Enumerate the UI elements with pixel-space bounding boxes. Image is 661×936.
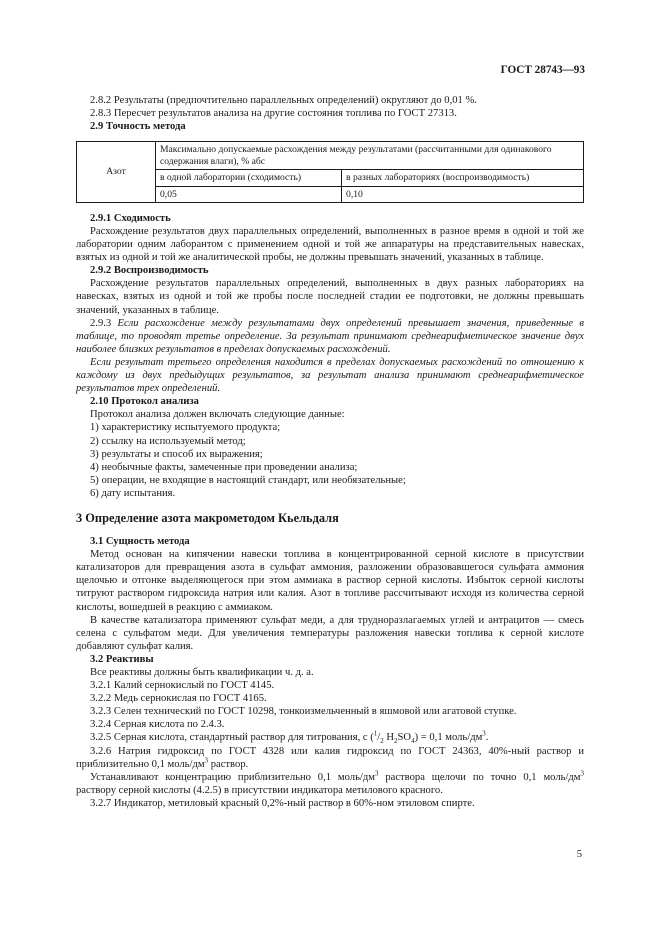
page-number: 5 <box>576 849 582 860</box>
clause-number: 2.9.3 <box>90 317 112 329</box>
text-run: 2 <box>380 737 384 746</box>
paragraph-2-9-1: Расхождение результатов двух параллельных определений, выполненных в разное время в одной и той же лаборатории одним лаборантом с применением одной и той же аппаратуры на представительных навесках, взятых из одной и той же аналитической пробы, не должны превышать значений, указанных в таблице. <box>76 226 584 264</box>
list-item: 3) результаты и способ их выражения; <box>90 448 263 460</box>
text-run: / <box>377 732 381 744</box>
paragraph-3-2-5 <box>76 731 584 744</box>
paragraph-2-9-3-cont: Если результат третьего определения находится в пределах допускаемых расхождений по отношению к каждому из двух предыдущих результатов, за результат анализа принимают среднеарифметическое результатов трех определений. <box>76 356 584 395</box>
accuracy-table <box>76 141 584 203</box>
text-run: 2 <box>394 737 398 746</box>
document-body <box>76 94 584 810</box>
table-value-reproducibility: 0,10 <box>342 186 584 202</box>
paragraph-3-2-2: 3.2.2 Медь сернокислая по ГОСТ 4165. <box>90 693 267 705</box>
paragraph-3-2-1: 3.2.1 Калий сернокислый по ГОСТ 4145. <box>90 680 275 692</box>
text-run: 4 <box>411 737 415 746</box>
clause-text: Если расхождение между результатами двух определений превышает значения, приведенные в таблице, то проводят третье определение. За результат принимают среднеарифметическое значение двух наиболее близких результатов в пределах допускаемых расхождений. <box>76 317 584 355</box>
heading-2-10: 2.10 Протокол анализа <box>90 396 199 408</box>
text-run: 3 <box>204 756 209 765</box>
text-run: ) = 0,1 моль/дм <box>414 732 483 744</box>
paragraph-2-9-3 <box>76 317 584 356</box>
list-item: 6) дату испытания. <box>90 487 176 499</box>
paragraph-2-10-intro: Протокол анализа должен включать следующие данные: <box>90 409 345 421</box>
text-run: раствора щелочи по точно 0,1 моль/дм <box>378 771 581 783</box>
document-header: ГОСТ 28743—93 <box>500 64 585 76</box>
list-item: 1) характеристику испытуемого продукта; <box>90 422 281 434</box>
heading-2-9: 2.9 Точность метода <box>90 121 186 133</box>
list-item: 5) операции, не входящие в настоящий стандарт, или необязательные; <box>90 474 406 486</box>
text-run: . <box>485 732 489 744</box>
heading-2-9-1: 2.9.1 Сходимость <box>90 212 171 224</box>
text-run: 3 <box>482 729 486 738</box>
text-run: раствор. <box>208 758 249 770</box>
heading-3-2: 3.2 Реактивы <box>90 653 154 665</box>
text-run: Устанавливают концентрацию приблизительно 0,1 моль/дм <box>90 771 375 783</box>
heading-2-9-2: 2.9.2 Воспроизводимость <box>90 265 209 277</box>
list-item: 4) необычные факты, замеченные при проведении анализа; <box>90 461 358 473</box>
paragraph-3-2-7: 3.2.7 Индикатор, метиловый красный 0,2%-ный раствор в 60%-ном этиловом спирте. <box>90 797 475 809</box>
table-col-repeatability: в одной лаборатории (сходимость) <box>156 170 342 186</box>
text-run: раствору серной кислоты (4.2.5) в присутствии индикатора метилового красного. <box>76 784 443 796</box>
paragraph-2-8-2: 2.8.2 Результаты (предпочтительно параллельных определений) округляют до 0,01 %. <box>90 95 477 106</box>
paragraph-3-1-cont: В качестве катализатора применяют сульфат меди, а для трудноразлагаемых углей и антрацитов — смесь селена с сульфатом меди. Для увеличения температуры разложения навески топлива к серной кислоте добавляют сульфат калия. <box>76 614 584 652</box>
heading-3-1: 3.1 Сущность метода <box>90 536 190 548</box>
paragraph-2-8-3: 2.8.3 Пересчет результатов анализа на другие состояния топлива по ГОСТ 27313. <box>90 108 457 120</box>
text-run: 3.2.6 Натрия гидроксид по ГОСТ 4328 или калия гидроксид по ГОСТ 24363, 40%-ный раствор и приблизительно 0,1 моль/дм <box>76 745 584 770</box>
text-run: 3 <box>580 769 584 778</box>
text-run: SO <box>397 732 412 744</box>
paragraph-2-9-2: Расхождение результатов параллельных определений, выполненных в двух разных лабораториях на навесках, взятых из одной и той же пробы после последней стадии ее подготовки, не должны превышать значений, указанных в таблице. <box>76 278 584 316</box>
paragraph-3-2-3: 3.2.3 Селен технический по ГОСТ 10298, тонкоизмельченный в яшмовой или агатовой ступке. <box>90 706 517 718</box>
paragraph-3-1: Метод основан на кипячении навески топлива в концентрированной серной кислоте в присутствии катализаторов для превращения азота в сульфат аммония, разложении образовавшегося сульфата аммония щелочью и отгонке выделяющегося при этом аммиака в раствор серной кислоты. Избыток серной кислоты титруют раствором гидроксида натрия или калия. Азот в топливе рассчитывают исходя из количества серной кислоты, вошедшей в реакцию с аммиаком. <box>76 549 584 613</box>
table-row-label: Азот <box>77 142 156 203</box>
paragraph-3-2-6 <box>76 745 584 771</box>
paragraph-3-2-4: 3.2.4 Серная кислота по 2.4.3. <box>90 719 225 731</box>
paragraph-3-2-intro: Все реактивы должны быть квалификации ч. д. а. <box>90 667 314 678</box>
table-header-main: Максимально допускаемые расхождения между результатами (рассчитанными для одинакового содержания влаги), % абс <box>156 142 584 170</box>
protocol-list <box>76 421 584 500</box>
text-run: 3 <box>374 769 379 778</box>
list-item: 2) ссылку на используемый метод; <box>90 435 246 447</box>
paragraph-3-2-6-cont <box>76 771 584 797</box>
text-run: 1 <box>373 729 378 738</box>
text-run: H <box>383 732 395 744</box>
table-col-reproducibility: в разных лабораториях (воспроизводимость) <box>342 170 584 186</box>
table-value-repeatability: 0,05 <box>156 186 342 202</box>
section-3-title: 3 Определение азота макрометодом Кьельдаля <box>76 510 339 525</box>
text-run: 3.2.5 Серная кислота, стандартный раствор для титрования, c ( <box>90 732 374 744</box>
